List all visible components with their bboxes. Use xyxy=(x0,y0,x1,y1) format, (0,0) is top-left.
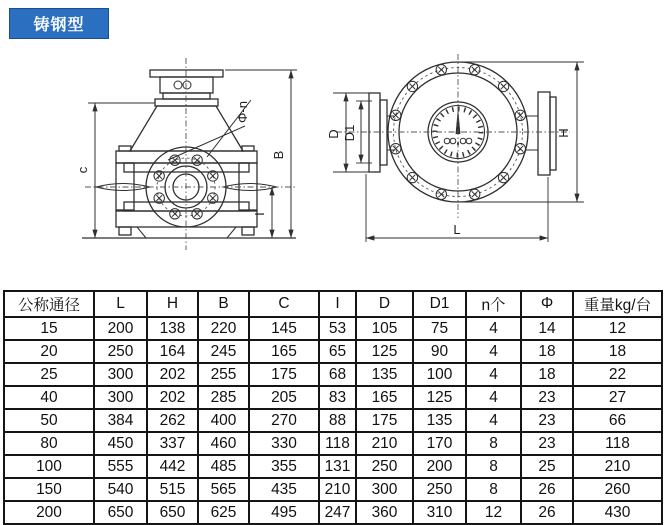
table-cell: 220 xyxy=(198,317,249,340)
header-cell: I xyxy=(319,291,356,317)
table-cell: 384 xyxy=(94,409,147,432)
table-cell: 90 xyxy=(413,340,466,363)
table-cell: 118 xyxy=(319,432,356,455)
title-badge-label: 铸钢型 xyxy=(33,17,85,34)
table-cell: 170 xyxy=(413,432,466,455)
table-cell: 80 xyxy=(4,432,94,455)
dim-label-d: D xyxy=(326,129,341,139)
table-cell: 300 xyxy=(94,386,147,409)
front-view-drawing xyxy=(75,58,297,250)
table-cell: 202 xyxy=(147,363,198,386)
lower-flange-slab xyxy=(116,211,257,227)
table-cell: 100 xyxy=(4,455,94,478)
header-cell: 公称通径 xyxy=(4,291,94,317)
table-cell: 83 xyxy=(319,386,356,409)
table-cell: 53 xyxy=(319,317,356,340)
table-cell: 100 xyxy=(413,363,466,386)
table-cell: 555 xyxy=(94,455,147,478)
table-cell: 125 xyxy=(356,340,413,363)
table-cell: 430 xyxy=(573,501,662,524)
register-neck xyxy=(163,93,210,99)
table-cell: 14 xyxy=(521,317,573,340)
table-cell: 200 xyxy=(4,501,94,524)
table-cell: 8 xyxy=(466,478,521,501)
header-cell: n个 xyxy=(466,291,521,317)
table-row xyxy=(4,501,662,524)
header-cell: B xyxy=(198,291,249,317)
table-cell: 250 xyxy=(413,478,466,501)
table-cell: 330 xyxy=(249,432,319,455)
table-row xyxy=(4,363,662,386)
table-row xyxy=(4,478,662,501)
table-row xyxy=(4,455,662,478)
table-cell: 310 xyxy=(413,501,466,524)
table-cell: 337 xyxy=(147,432,198,455)
dim-label-i: I xyxy=(252,212,267,216)
table-cell: 23 xyxy=(521,386,573,409)
table-cell: 360 xyxy=(356,501,413,524)
upper-body xyxy=(124,163,249,172)
table-cell: 285 xyxy=(198,386,249,409)
table-cell: 131 xyxy=(319,455,356,478)
table-cell: 515 xyxy=(147,478,198,501)
dim-label-l: L xyxy=(453,222,461,237)
table-cell: 8 xyxy=(466,455,521,478)
header-cell: Φ xyxy=(521,291,573,317)
table-cell: 4 xyxy=(466,363,521,386)
table-cell: 4 xyxy=(466,340,521,363)
table-cell: 4 xyxy=(466,317,521,340)
register-window-icon xyxy=(174,81,182,89)
header-cell: 重量kg/台 xyxy=(573,291,662,317)
upper-flange-slab xyxy=(116,151,257,163)
table-cell: 68 xyxy=(319,363,356,386)
dim-label-d1: D1 xyxy=(342,124,357,142)
table-cell: 26 xyxy=(521,478,573,501)
table-cell: 135 xyxy=(356,363,413,386)
table-cell: 4 xyxy=(466,386,521,409)
table-cell: 18 xyxy=(521,363,573,386)
table-cell: 260 xyxy=(573,478,662,501)
header-cell: L xyxy=(94,291,147,317)
table-cell: 40 xyxy=(4,386,94,409)
register-cap-plate xyxy=(150,70,223,77)
table-cell: 355 xyxy=(249,455,319,478)
register-window-icon xyxy=(183,81,191,89)
table-cell: 25 xyxy=(4,363,94,386)
table-cell: 50 xyxy=(4,409,94,432)
dim-label-h: H xyxy=(556,128,571,138)
bolt-nub xyxy=(242,146,254,151)
table-body xyxy=(4,317,662,524)
table-cell: 650 xyxy=(94,501,147,524)
table-cell: 210 xyxy=(573,455,662,478)
table-cell: 23 xyxy=(521,409,573,432)
table-cell: 460 xyxy=(198,432,249,455)
table-cell: 25 xyxy=(521,455,573,478)
table-cell: 300 xyxy=(356,478,413,501)
register-flange xyxy=(155,99,218,106)
table-cell: 18 xyxy=(573,340,662,363)
dim-label-c: c xyxy=(75,166,90,174)
table-row xyxy=(4,386,662,409)
table-cell: 175 xyxy=(356,409,413,432)
table-cell: 435 xyxy=(249,478,319,501)
header-cell: H xyxy=(147,291,198,317)
table-cell: 105 xyxy=(356,317,413,340)
header-row xyxy=(4,291,662,317)
foot-pad xyxy=(242,227,254,235)
leader-line xyxy=(207,100,251,157)
foot-pad xyxy=(119,227,131,235)
table-cell: 200 xyxy=(413,455,466,478)
table-cell: 210 xyxy=(356,432,413,455)
table-cell: 262 xyxy=(147,409,198,432)
table-cell: 442 xyxy=(147,455,198,478)
table-cell: 247 xyxy=(319,501,356,524)
table-cell: 18 xyxy=(521,340,573,363)
table-cell: 165 xyxy=(356,386,413,409)
table-cell: 400 xyxy=(198,409,249,432)
table-cell: 75 xyxy=(413,317,466,340)
table-cell: 4 xyxy=(466,409,521,432)
table-cell: 26 xyxy=(521,501,573,524)
table-cell: 200 xyxy=(94,317,147,340)
table-cell: 245 xyxy=(198,340,249,363)
table-cell: 66 xyxy=(573,409,662,432)
table-cell: 138 xyxy=(147,317,198,340)
inlet-flange-plate xyxy=(369,93,380,172)
table-cell: 145 xyxy=(249,317,319,340)
technical-drawing xyxy=(0,0,664,262)
table-row xyxy=(4,317,662,340)
table-cell: 15 xyxy=(4,317,94,340)
table-cell: 88 xyxy=(319,409,356,432)
table-cell: 250 xyxy=(94,340,147,363)
table-cell: 23 xyxy=(521,432,573,455)
table-cell: 300 xyxy=(94,363,147,386)
inlet-hub xyxy=(380,100,387,165)
leader-line xyxy=(168,126,245,160)
table-cell: 164 xyxy=(147,340,198,363)
bolt-callout-label: Φ-n xyxy=(235,101,250,123)
table-cell: 540 xyxy=(94,478,147,501)
bonnet-trapezoid xyxy=(130,106,243,151)
dim-label-b: B xyxy=(271,150,286,160)
table-cell: 125 xyxy=(413,386,466,409)
table-cell: 8 xyxy=(466,432,521,455)
table-cell: 135 xyxy=(413,409,466,432)
register-body xyxy=(160,77,213,93)
outlet-flange-plate xyxy=(538,92,550,175)
table-row xyxy=(4,340,662,363)
right-side-plate xyxy=(239,163,257,210)
dimension-table xyxy=(3,290,663,525)
table-cell: 165 xyxy=(249,340,319,363)
table-cell: 202 xyxy=(147,386,198,409)
table-row xyxy=(4,432,662,455)
left-side-plate xyxy=(116,163,134,210)
lower-body xyxy=(124,202,249,211)
table-cell: 27 xyxy=(573,386,662,409)
table-cell: 485 xyxy=(198,455,249,478)
table-cell: 205 xyxy=(249,386,319,409)
side-view-drawing xyxy=(326,54,584,242)
header-cell: D1 xyxy=(413,291,466,317)
table-cell: 255 xyxy=(198,363,249,386)
header-cell: C xyxy=(249,291,319,317)
table-cell: 150 xyxy=(4,478,94,501)
table-cell: 250 xyxy=(356,455,413,478)
table-cell: 495 xyxy=(249,501,319,524)
table-cell: 22 xyxy=(573,363,662,386)
table-cell: 175 xyxy=(249,363,319,386)
table-row xyxy=(4,409,662,432)
table-cell: 118 xyxy=(573,432,662,455)
table-cell: 450 xyxy=(94,432,147,455)
table-cell: 210 xyxy=(319,478,356,501)
table-cell: 565 xyxy=(198,478,249,501)
table-cell: 12 xyxy=(466,501,521,524)
table-cell: 12 xyxy=(573,317,662,340)
bolt-nub xyxy=(119,146,131,151)
table-cell: 625 xyxy=(198,501,249,524)
table-cell: 270 xyxy=(249,409,319,432)
table-cell: 65 xyxy=(319,340,356,363)
table-cell: 20 xyxy=(4,340,94,363)
header-cell: D xyxy=(356,291,413,317)
table-cell: 650 xyxy=(147,501,198,524)
